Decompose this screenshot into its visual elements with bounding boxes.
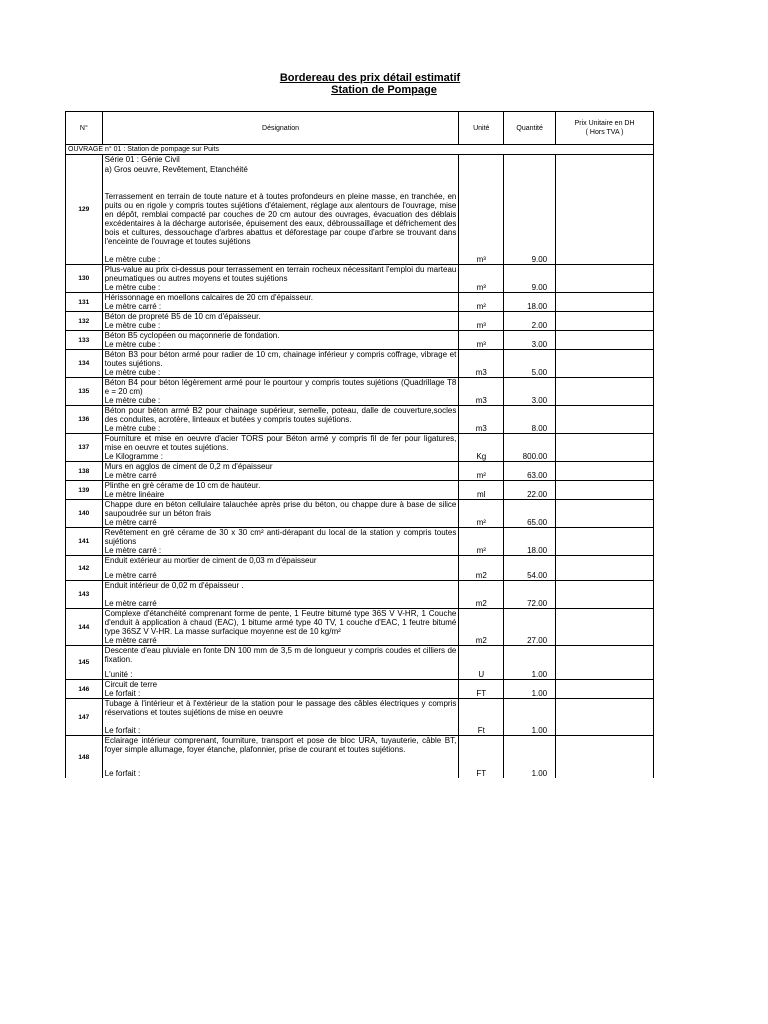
- item-designation: [102, 581, 459, 609]
- item-quantity: 9.00: [504, 155, 556, 265]
- item-measure: Le mètre cube :: [104, 321, 161, 330]
- item-unit-price: [556, 378, 654, 406]
- item-number: 132: [66, 312, 103, 331]
- item-unit: m2: [459, 581, 504, 609]
- item-quantity: 1.00: [504, 680, 556, 699]
- item-measure: Le mètre carré: [104, 599, 157, 608]
- item-number: 133: [66, 331, 103, 350]
- item-unit-price: [556, 556, 654, 581]
- item-designation: [102, 434, 459, 462]
- serie-label: Série 01 : Génie Civil: [104, 155, 180, 164]
- item-quantity: 9.00: [504, 265, 556, 293]
- item-description: Terrassement en terrain de toute nature et à toutes profondeurs en pleine masse, en tranchée, en puits ou en rigole y compris toutes sujétions d'étaiement, réglage aux alentours de l'ouvrage, mise en dépôt, remblai compacté par couches de 20 cm autour des ouvrages, évacuation des déblais excédentaires à la décharge autorisée, épuisement des eaux, débroussaillage et défrichement des bois et cultures, dessouchage d'arbres abattus et déforestage par coupe d'arbre se trouvant dans l'enceinte de l'ouvrage et toutes sujétions: [104, 192, 457, 246]
- table-row: [66, 646, 654, 680]
- table-row: [66, 378, 654, 406]
- item-designation: [102, 528, 459, 556]
- item-unit: m3: [459, 350, 504, 378]
- table-row: [66, 312, 654, 331]
- item-unit: Kg: [459, 434, 504, 462]
- item-quantity: 3.00: [504, 378, 556, 406]
- item-designation: [102, 265, 459, 293]
- document-subtitle: Station de Pompage: [331, 84, 437, 96]
- header-designation: Désignation: [102, 112, 459, 145]
- item-number: 136: [66, 406, 103, 434]
- item-number: 129: [66, 155, 103, 265]
- item-unit-price: [556, 581, 654, 609]
- item-description: Béton B3 pour béton armé pour radier de 10 cm, chainage inférieur y compris coffrage, vibrage et toutes sujétions.: [104, 350, 457, 368]
- item-unit-price: [556, 646, 654, 680]
- table-row: [66, 736, 654, 779]
- item-measure: Le mètre linéaire: [104, 490, 165, 499]
- item-unit-price: [556, 699, 654, 736]
- table-row: [66, 481, 654, 500]
- item-quantity: 5.00: [504, 350, 556, 378]
- item-unit: m²: [459, 462, 504, 481]
- item-number: 143: [66, 581, 103, 609]
- table-header-row: [66, 112, 654, 145]
- price-table: [65, 111, 654, 778]
- item-measure: L'unité :: [104, 670, 133, 679]
- item-measure: Le mètre carré: [104, 636, 157, 645]
- item-quantity: 800.00: [504, 434, 556, 462]
- item-measure: Le mètre carré: [104, 571, 157, 580]
- item-unit: FT: [459, 736, 504, 779]
- item-number: 137: [66, 434, 103, 462]
- header-price-line1: Prix Unitaire en DH: [574, 120, 635, 127]
- item-unit: m³: [459, 312, 504, 331]
- item-description: Hérissonnage en moellons calcaires de 20 cm d'épaisseur.: [104, 293, 313, 302]
- item-measure: Le mètre carré :: [104, 302, 162, 311]
- item-quantity: 63.00: [504, 462, 556, 481]
- item-unit: m²: [459, 528, 504, 556]
- item-unit: m²: [459, 500, 504, 528]
- item-measure: Le mètre cube :: [104, 283, 161, 292]
- item-number: 140: [66, 500, 103, 528]
- item-quantity: 18.00: [504, 528, 556, 556]
- header-price: [556, 112, 654, 145]
- item-measure: Le mètre cube :: [104, 424, 161, 433]
- table-body: [66, 145, 654, 779]
- item-number: 142: [66, 556, 103, 581]
- item-unit: m³: [459, 331, 504, 350]
- header-no: N°: [66, 112, 103, 145]
- item-measure: Le mètre cube :: [104, 340, 161, 349]
- item-number: 148: [66, 736, 103, 779]
- item-unit-price: [556, 500, 654, 528]
- item-number: 145: [66, 646, 103, 680]
- item-unit-price: [556, 265, 654, 293]
- item-description: Complexe d'étanchéité comprenant forme de pente, 1 Feutre bitumé type 36S V V-HR, 1 Couche d'enduit à application à chaud (EAC), 1 bitume armé type 40 TV, 1 couche d'EAC, 1 feutre bitumé type 36SZ V V-HR. La masse surfacique moyenne est de 10 kg/m²: [104, 609, 457, 636]
- item-designation: [102, 406, 459, 434]
- item-number: 130: [66, 265, 103, 293]
- item-description: Descente d'eau pluviale en fonte DN 100 mm de 3,5 m de longueur y compris coudes et cilliers de fixation.: [104, 646, 457, 664]
- item-unit: m3: [459, 406, 504, 434]
- table-row: [66, 500, 654, 528]
- ouvrage-cell: OUVRAGE n° 01 : Station de pompage sur Puits: [66, 145, 654, 155]
- document-title: Bordereau des prix détail estimatif: [279, 72, 461, 84]
- item-number: 139: [66, 481, 103, 500]
- item-designation: [102, 293, 459, 312]
- item-description: Murs en agglos de ciment de 0,2 m d'épaisseur: [104, 462, 273, 471]
- item-quantity: 8.00: [504, 406, 556, 434]
- table-row: [66, 293, 654, 312]
- ouvrage-row: [66, 145, 654, 155]
- item-description: Plinthe en grè cérame de 10 cm de hauteur.: [104, 481, 261, 490]
- item-unit-price: [556, 331, 654, 350]
- item-quantity: 72.00: [504, 581, 556, 609]
- header-price-line2: ( Hors TVA ): [585, 129, 624, 136]
- table-row: [66, 581, 654, 609]
- item-unit-price: [556, 462, 654, 481]
- item-description: Fourniture et mise en oeuvre d'acier TORS pour Béton armé y compris fil de fer pour ligatures, mise en oeuvre et toutes sujétions.: [104, 434, 457, 452]
- item-unit: m2: [459, 556, 504, 581]
- header-quantity: Quantité: [504, 112, 556, 145]
- item-number: 131: [66, 293, 103, 312]
- table-row: [66, 155, 654, 265]
- header-unit: Unité: [459, 112, 504, 145]
- table-row: [66, 699, 654, 736]
- item-description: Béton de propreté B5 de 10 cm d'épaisseur.: [104, 312, 261, 321]
- item-unit-price: [556, 434, 654, 462]
- item-measure: Le mètre cube :: [104, 396, 161, 405]
- item-unit: ml: [459, 481, 504, 500]
- item-number: 135: [66, 378, 103, 406]
- item-number: 138: [66, 462, 103, 481]
- item-description: Chappe dure en béton cellulaire talauchée après prise du béton, ou chappe dure à base de silice saupoudrée sur un béton frais: [104, 500, 457, 518]
- table-row: [66, 265, 654, 293]
- item-designation: [102, 556, 459, 581]
- item-description: Circuit de terre: [104, 680, 158, 689]
- item-quantity: 1.00: [504, 646, 556, 680]
- item-designation: [102, 736, 459, 779]
- item-unit-price: [556, 609, 654, 646]
- table-row: [66, 556, 654, 581]
- item-number: 146: [66, 680, 103, 699]
- item-number: 134: [66, 350, 103, 378]
- item-measure: Le mètre carré :: [104, 546, 162, 555]
- item-unit: m²: [459, 293, 504, 312]
- item-description: Eclairage intérieur comprenant, fourniture, transport et pose de bloc URA, tuyauterie, câble BT, foyer simple allumage, foyer étanche, plafonnier, prise de courant et toutes sujétions.: [104, 736, 457, 754]
- item-unit-price: [556, 736, 654, 779]
- item-unit-price: [556, 481, 654, 500]
- item-unit: m³: [459, 265, 504, 293]
- item-description: Enduit intérieur de 0,02 m d'épaisseur .: [104, 581, 244, 590]
- item-description: Béton pour béton armé B2 pour chainage supérieur, semelle, poteau, dalle de couverture,socles des conduites, acrotère, linteaux et butées y compris toutes sujétions.: [104, 406, 457, 424]
- item-description: Enduit extérieur au mortier de ciment de 0,03 m d'épaisseur: [104, 556, 317, 565]
- item-unit-price: [556, 312, 654, 331]
- item-number: 147: [66, 699, 103, 736]
- item-measure: Le mètre cube :: [104, 255, 161, 264]
- item-designation: [102, 646, 459, 680]
- item-measure: Le mètre carré: [104, 471, 157, 480]
- item-designation: [102, 500, 459, 528]
- item-unit-price: [556, 350, 654, 378]
- item-quantity: 3.00: [504, 331, 556, 350]
- item-quantity: 27.00: [504, 609, 556, 646]
- item-quantity: 1.00: [504, 699, 556, 736]
- item-description: Plus-value au prix ci-dessus pour terrassement en terrain rocheux nécessitant l'emploi du marteau pneumatiques ou autres moyens et toutes sujétions: [104, 265, 457, 283]
- table-row: [66, 609, 654, 646]
- item-unit: m2: [459, 609, 504, 646]
- item-unit-price: [556, 528, 654, 556]
- item-unit: m3: [459, 378, 504, 406]
- item-measure: Le forfait :: [104, 689, 141, 698]
- item-designation: [102, 481, 459, 500]
- item-quantity: 54.00: [504, 556, 556, 581]
- item-designation: [102, 699, 459, 736]
- item-designation: [102, 680, 459, 699]
- item-description: Revêtement en grè cérame de 30 x 30 cm² anti-dérapant du local de la station y compris toutes sujétions: [104, 528, 457, 546]
- item-designation: [102, 350, 459, 378]
- item-measure: Le mètre cube :: [104, 368, 161, 377]
- item-measure: Le Kilogramme :: [104, 452, 163, 461]
- item-designation: [102, 609, 459, 646]
- section-label: a) Gros oeuvre, Revêtement, Etanchéité: [104, 165, 248, 174]
- item-quantity: 22.00: [504, 481, 556, 500]
- item-unit-price: [556, 680, 654, 699]
- table-row: [66, 462, 654, 481]
- item-description: Béton B4 pour béton légèrement armé pour le pourtour y compris toutes sujétions (Quadrillage T8 e = 20 cm): [104, 378, 457, 396]
- item-designation: [102, 312, 459, 331]
- item-unit-price: [556, 406, 654, 434]
- table-row: [66, 331, 654, 350]
- table-row: [66, 680, 654, 699]
- item-measure: Le mètre carré: [104, 518, 157, 527]
- item-number: 141: [66, 528, 103, 556]
- item-number: 144: [66, 609, 103, 646]
- item-quantity: 1.00: [504, 736, 556, 779]
- table-row: [66, 406, 654, 434]
- item-measure: Le forfait :: [104, 769, 141, 778]
- item-quantity: 2.00: [504, 312, 556, 331]
- item-description: Béton B5 cyclopéen ou maçonnerie de fondation.: [104, 331, 280, 340]
- table-row: [66, 528, 654, 556]
- item-unit: m³: [459, 155, 504, 265]
- item-description: Tubage à l'intérieur et à l'extérieur de la station pour le passage des câbles électriques y compris réservations et toutes sujétions de mise en oeuvre: [104, 699, 457, 717]
- item-unit-price: [556, 155, 654, 265]
- item-quantity: 65.00: [504, 500, 556, 528]
- item-designation: [102, 155, 459, 265]
- item-unit: FT: [459, 680, 504, 699]
- table-row: [66, 434, 654, 462]
- item-designation: [102, 462, 459, 481]
- item-unit: U: [459, 646, 504, 680]
- item-unit: Ft: [459, 699, 504, 736]
- item-designation: [102, 331, 459, 350]
- item-designation: [102, 378, 459, 406]
- item-quantity: 18.00: [504, 293, 556, 312]
- item-unit-price: [556, 293, 654, 312]
- table-row: [66, 350, 654, 378]
- item-measure: Le forfait :: [104, 726, 141, 735]
